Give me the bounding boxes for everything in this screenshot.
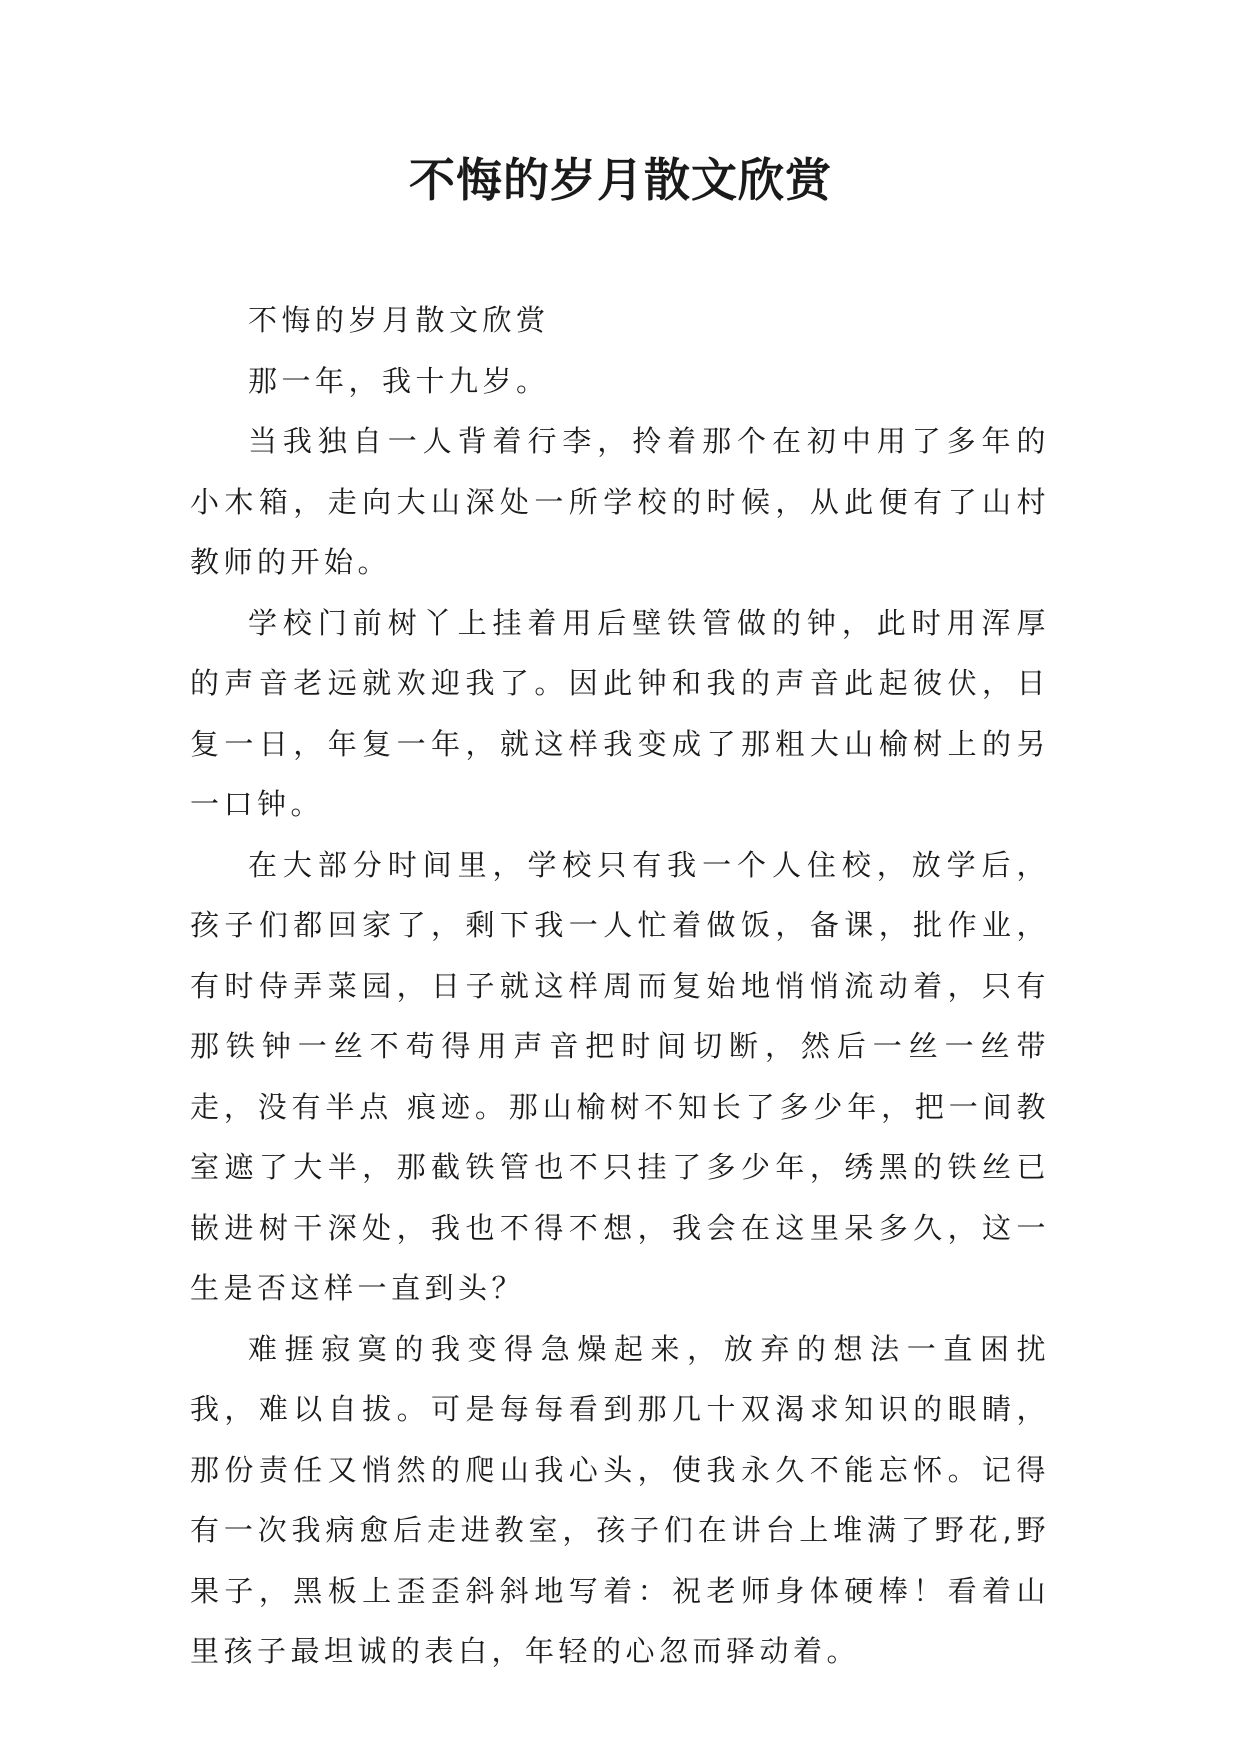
paragraph-4: 在大部分时间里，学校只有我一个人住校，放学后，孩子们都回家了，剩下我一人忙着做饭，备课，批作业，有时侍弄菜园，日子就这样周而复始地悄悄流动着，只有那铁钟一丝不苟得用声音把时间切断，然后一丝一丝带走，没有半点 痕迹。那山榆树不知长了多少年，把一间教室遮了大半，那截铁管也不只挂了多少年，绣黑的铁丝已嵌进树干深处，我也不得不想，我会在这里呆多久，这一生是否这样一直到头？: [190, 847, 1050, 1305]
paragraph-2: 当我独自一人背着行李，拎着那个在初中用了多年的小木箱，走向大山深处一所学校的时候，从此便有了山村教师的开始。: [190, 424, 1050, 579]
document-body: [190, 290, 1050, 1682]
paragraph-3: 学校门前树丫上挂着用后壁铁管做的钟，此时用浑厚的声音老远就欢迎我了。因此钟和我的声音此起彼伏，日复一日，年复一年，就这样我变成了那粗大山榆树上的另一口钟。: [190, 605, 1050, 821]
paragraph-subtitle: 不悔的岁月散文欣赏: [248, 303, 550, 337]
document-title: 不悔的岁月散文欣赏: [409, 153, 832, 207]
paragraph-5: 难捱寂寞的我变得急燥起来，放弃的想法一直困扰我，难以自拔。可是每每看到那几十双渴求知识的眼睛，那份责任又悄然的爬山我心头，使我永久不能忘怀。记得有一次我病愈后走进教室，孩子们在讲台上堆满了野花,野果子，黑板上歪歪斜斜地写着：祝老师身体硬棒！看着山里孩子最坦诚的表白，年轻的心忽而驿动着。: [190, 1331, 1050, 1668]
paragraph-1: 那一年，我十九岁。: [248, 363, 550, 398]
